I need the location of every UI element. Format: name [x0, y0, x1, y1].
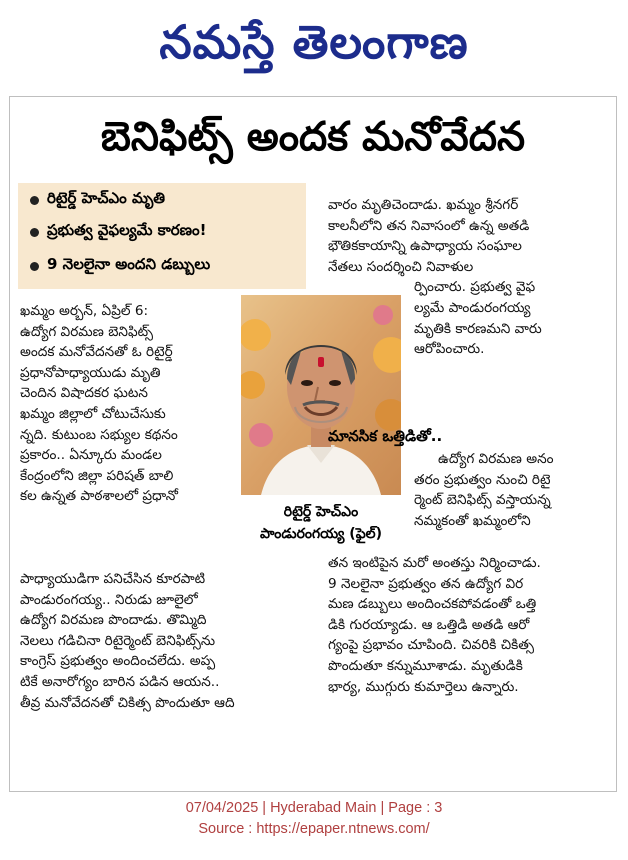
newspaper-masthead: నమస్తే తెలంగాణ	[159, 15, 469, 69]
highlight-text: రిటైర్డ్ హెచ్ఎం మృతి	[47, 189, 165, 207]
highlight-text: ప్రభుత్వ వైఫల్యమే కారణం!	[47, 221, 207, 239]
body-line: భార్య, ముగ్గురు కుమార్తెలు ఉన్నారు.	[328, 678, 519, 695]
body-line: కేంద్రంలోని జిల్లా పరిషత్ బాలి	[20, 467, 174, 484]
highlight-item	[18, 187, 306, 213]
body-line: కల ఉన్నత పాఠశాలలో ప్రధానో	[20, 488, 178, 505]
section-subheading: మానసిక ఒత్తిడితో..	[328, 427, 443, 445]
page-footer	[0, 798, 628, 840]
highlight-item	[18, 219, 306, 245]
bullet-dot-icon	[30, 196, 39, 205]
body-line: ఉద్యోగ విరమణ పొందాడు. తొమ్మిది	[20, 612, 207, 629]
body-column-left-top	[20, 301, 246, 507]
body-column-left-bottom	[20, 569, 316, 713]
body-line: ర్మెంట్ బెనిఫిట్స్ వస్తాయన్న	[414, 492, 551, 509]
caption-line: పాండురంగయ్య (ఫైల్)	[260, 526, 382, 542]
body-line: ల్యమే పాండురంగయ్య	[414, 299, 531, 316]
body-line: ఖమ్మం జిల్లాలో చోటుచేసుకు	[20, 405, 166, 422]
source-link[interactable]: Source : https://epaper.ntnews.com/	[198, 821, 430, 837]
body-line: ఉద్యోగ విరమణ అనం	[438, 451, 554, 467]
body-line: నేతలు సందర్శించి నివాళుల	[328, 258, 474, 275]
highlight-item	[18, 253, 306, 279]
edition-info: 07/04/2025 | Hyderabad Main | Page : 3	[185, 800, 443, 816]
body-line: భౌతికకాయాన్ని ఉపాధ్యాయ సంఘాల	[328, 238, 522, 255]
body-column-right-middle	[328, 449, 610, 531]
caption-line: రిటైర్డ్ హెచ్ఎం	[283, 504, 359, 520]
body-column-right-bottom	[328, 553, 610, 697]
body-line: తరం ప్రభుత్వం నుంచి రిటై	[414, 471, 551, 488]
body-line: టికే అనారోగ్యం బారిన పడిన ఆయన..	[20, 673, 220, 690]
body-line: ఉద్యోగ విరమణ బెనిఫిట్స్	[20, 323, 154, 340]
body-line: 9 నెలలైనా ప్రభుత్వం తన ఉద్యోగ విర	[328, 575, 524, 592]
body-line: పొందుతూ కన్నుమూశాడు. మృతుడికి	[328, 657, 523, 674]
body-column-right-top	[328, 195, 610, 360]
body-line: అందక మనోవేదనతో ఓ రిటైర్డ్	[20, 344, 173, 361]
bullet-dot-icon	[30, 228, 39, 237]
body-line: తన ఇంటిపైన మరో అంతస్తు నిర్మించాడు.	[328, 555, 541, 571]
body-line: ప్రధానోపాధ్యాయుడు మృతి	[20, 364, 161, 381]
body-line: చెందిన విషాదకర ఘటన	[20, 385, 148, 402]
body-line: కాంగ్రెస్ ప్రభుత్వం అందించలేదు. అప్ప	[20, 653, 216, 670]
body-line: పాండురంగయ్య.. నిరుడు జూలైలో	[20, 591, 198, 608]
news-article	[9, 96, 617, 792]
body-line: ర్పించారు. ప్రభుత్వ వైఫ	[414, 279, 536, 296]
bullet-dot-icon	[30, 262, 39, 271]
highlight-text: 9 నెలలైనా అందని డబ్బులు	[47, 255, 211, 273]
body-line: మణ డబ్బులు అందించకపోవడంతో ఒత్తి	[328, 596, 537, 613]
body-line: పాధ్యాయుడిగా పనిచేసిన కూరపాటి	[20, 571, 206, 587]
body-line: కాలనీలోని తన నివాసంలో ఉన్న అతడి	[328, 217, 530, 234]
body-line: ఆరోపించారు.	[414, 341, 485, 358]
body-line: గ్యంపై ప్రభావం చూపింది. చివరికి చికిత్స	[328, 637, 535, 654]
body-line: వారం మృతిచెందాడు. ఖమ్మం శ్రీనగర్	[328, 197, 519, 213]
article-headline: బెనిఫిట్స్ అందక మనోవేదన	[100, 114, 526, 160]
body-line: తీవ్ర మనోవేదనతో చికిత్స పొందుతూ ఆది	[20, 694, 235, 711]
body-line: నమ్మకంతో ఖమ్మంలోని	[414, 512, 531, 529]
body-line: డికి గురయ్యాడు. ఆ ఒత్తిడి అతడి ఆరో	[328, 616, 530, 633]
body-line: న్నది. కుటుంబ సభ్యుల కథనం	[20, 426, 178, 443]
body-line: ప్రకారం.. ఏన్కూరు మండల	[20, 447, 162, 464]
highlights-box	[18, 183, 306, 289]
body-line: నెలలు గడిచినా రిటైర్మెంట్ బెనిఫిట్స్‌ను	[20, 632, 216, 649]
body-line: ఖమ్మం అర్బన్, ఏప్రిల్ 6:	[20, 303, 149, 319]
body-line: మృతికి కారణమని వారు	[414, 320, 542, 337]
